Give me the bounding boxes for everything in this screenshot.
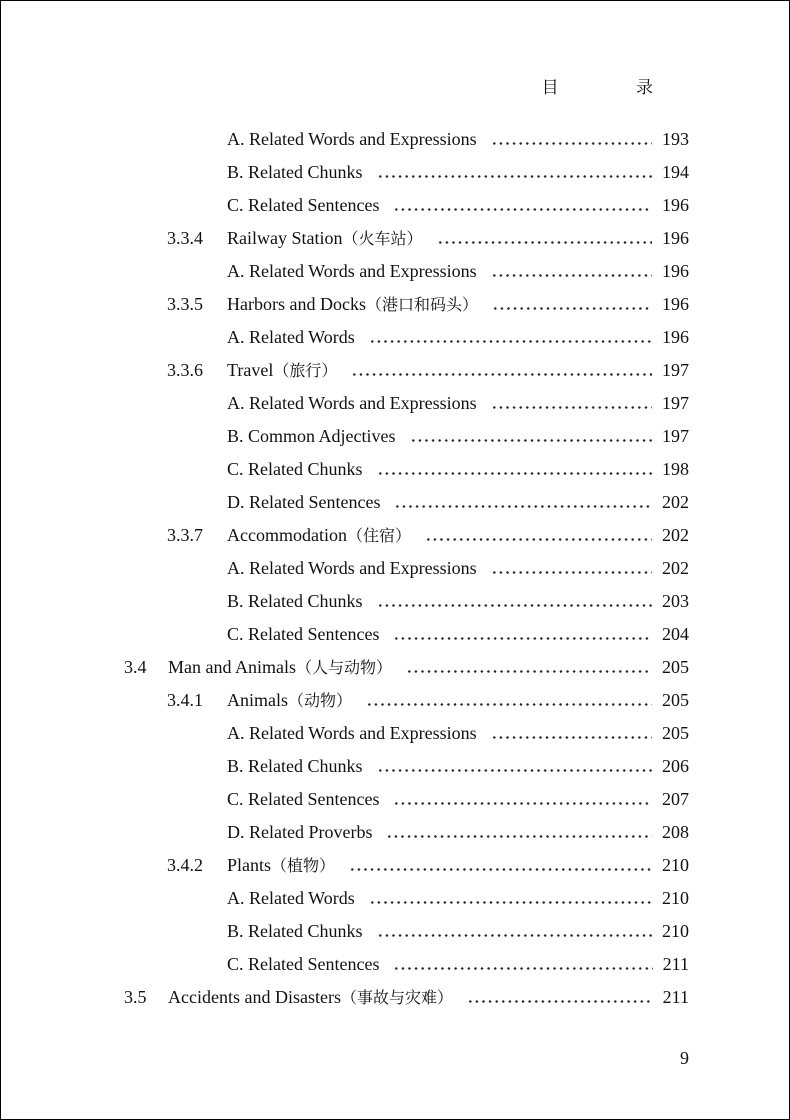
toc-entry-title-en: A. Related Words and Expressions — [227, 393, 477, 413]
toc-entry-title-en: A. Related Words and Expressions — [227, 558, 477, 578]
toc-entry-title — [227, 882, 355, 915]
toc-entry-title-en: B. Related Chunks — [227, 921, 363, 941]
toc-leader-dots — [377, 453, 652, 486]
toc-entry[interactable] — [1, 849, 789, 882]
toc-leader-dots — [394, 486, 652, 519]
toc-entry[interactable] — [1, 486, 789, 519]
toc-entry-title-en: B. Common Adjectives — [227, 426, 396, 446]
toc-entry[interactable] — [1, 354, 789, 387]
toc-leader-dots — [369, 321, 652, 354]
toc-entry[interactable] — [1, 816, 789, 849]
toc-entry-page: 193 — [662, 129, 689, 149]
toc-entry-page: 197 — [662, 426, 689, 446]
toc-entry[interactable] — [1, 420, 789, 453]
toc-leader-dots — [349, 849, 652, 882]
toc-leader-dots — [377, 750, 652, 783]
toc-entry[interactable] — [1, 519, 789, 552]
toc-entry[interactable] — [1, 684, 789, 717]
toc-entry[interactable] — [1, 882, 789, 915]
toc-leader-dots — [377, 585, 652, 618]
toc-leader-dots — [369, 882, 652, 915]
toc-entry-title-en: A. Related Words — [227, 888, 355, 908]
toc-entry-page: 196 — [662, 195, 689, 215]
toc-leader-dots — [491, 552, 652, 585]
toc-entry-title-cn: （旅行） — [273, 361, 338, 380]
toc-leader-dots — [386, 816, 652, 849]
toc-entry-title-cn: （人与动物） — [296, 658, 393, 677]
toc-entry-page: 204 — [662, 624, 689, 644]
toc-leader-dots — [377, 156, 652, 189]
toc-entry-title-en: C. Related Sentences — [227, 954, 380, 974]
toc-entry-title-en: A. Related Words and Expressions — [227, 129, 477, 149]
toc-entry[interactable] — [1, 585, 789, 618]
toc-entry-title-en: A. Related Words and Expressions — [227, 261, 477, 281]
toc-entry-page: 205 — [662, 690, 689, 710]
toc-entry-title — [227, 288, 478, 321]
toc-entry-title — [227, 486, 380, 519]
toc-entry[interactable] — [1, 255, 789, 288]
toc-entry-title-cn: （港口和码头） — [365, 295, 478, 314]
toc-entry-number: 3.3.7 — [167, 525, 203, 545]
toc-entry-page: 205 — [662, 723, 689, 743]
toc-entry-title-en: A. Related Words — [227, 327, 355, 347]
toc-entry-page: 208 — [662, 822, 689, 842]
toc-entry-title-en: C. Related Sentences — [227, 195, 380, 215]
toc-entry-title — [227, 948, 379, 981]
toc-entry-title — [227, 519, 411, 552]
running-header: 目 录 — [541, 78, 689, 98]
toc-entry-title-en: Accommodation — [227, 525, 347, 545]
toc-entry-title — [227, 189, 379, 222]
toc-entry-title — [227, 915, 363, 948]
toc-entry-title-en: C. Related Chunks — [227, 459, 363, 479]
toc-entry[interactable] — [1, 783, 789, 816]
toc-leader-dots — [393, 948, 653, 981]
toc-entry-title — [227, 717, 477, 750]
toc-entry-title — [227, 123, 477, 156]
toc-entry-page: 202 — [662, 558, 689, 578]
toc-entry-title — [227, 354, 337, 387]
toc-entry-page: 211 — [662, 954, 689, 974]
toc-entry[interactable] — [1, 618, 789, 651]
toc-entry-title — [227, 156, 363, 189]
toc-entry-title-en: Travel — [227, 360, 274, 380]
toc-entry-number: 3.4.2 — [167, 855, 203, 875]
toc-entry[interactable] — [1, 750, 789, 783]
toc-entry-number: 3.3.6 — [167, 360, 203, 380]
toc-entry-title — [227, 222, 423, 255]
toc-leader-dots — [406, 651, 652, 684]
toc-entry-title-en: D. Related Proverbs — [227, 822, 373, 842]
toc-entry-page: 207 — [662, 789, 689, 809]
toc-entry-title — [227, 816, 372, 849]
toc-entry[interactable] — [1, 387, 789, 420]
toc-leader-dots — [393, 189, 652, 222]
toc-entry-number: 3.4 — [124, 657, 147, 677]
toc-leader-dots — [425, 519, 652, 552]
toc-entry-page: 197 — [662, 393, 689, 413]
toc-entry-title — [227, 750, 363, 783]
toc-entry-title-en: Animals — [227, 690, 288, 710]
toc-entry-title — [227, 849, 335, 882]
toc-entry-title — [227, 783, 379, 816]
toc-entry-title-en: B. Related Chunks — [227, 162, 363, 182]
toc-leader-dots — [393, 618, 652, 651]
toc-leader-dots — [491, 255, 652, 288]
toc-entry-page: 210 — [662, 921, 689, 941]
toc-leader-dots — [410, 420, 652, 453]
toc-entry[interactable] — [1, 981, 789, 1014]
toc-entry-title-en: Railway Station — [227, 228, 343, 248]
toc-entry-page: 202 — [662, 492, 689, 512]
toc-entry-title-cn: （动物） — [288, 691, 353, 710]
toc-entry-title-en: C. Related Sentences — [227, 624, 380, 644]
toc-entry-page: 202 — [662, 525, 689, 545]
toc-entry-number: 3.5 — [124, 987, 147, 1007]
toc-entry-title-cn: （火车站） — [342, 229, 423, 248]
toc-entry[interactable] — [1, 717, 789, 750]
toc-entry-title-en: Man and Animals — [168, 657, 296, 677]
toc-entry-title-cn: （植物） — [271, 856, 336, 875]
toc-entry-title — [227, 387, 477, 420]
toc-entry-title — [227, 618, 379, 651]
toc-leader-dots — [366, 684, 652, 717]
toc-entry-title-cn: （事故与灾难） — [340, 988, 453, 1007]
toc-entry-page: 211 — [662, 987, 689, 1007]
toc-entry-title-en: D. Related Sentences — [227, 492, 381, 512]
toc-entry[interactable] — [1, 189, 789, 222]
toc-entry[interactable] — [1, 288, 789, 321]
toc-entry-page: 197 — [662, 360, 689, 380]
toc-leader-dots — [491, 717, 652, 750]
toc-entry-title-en: Accidents and Disasters — [168, 987, 341, 1007]
toc-leader-dots — [467, 981, 653, 1014]
toc-entry-number: 3.3.5 — [167, 294, 203, 314]
toc-entry-page: 196 — [662, 228, 689, 248]
toc-entry-title-en: Harbors and Docks — [227, 294, 366, 314]
toc-entry-title-en: B. Related Chunks — [227, 591, 363, 611]
toc-entry-title — [227, 255, 477, 288]
toc-entry-title — [227, 684, 352, 717]
toc-entry-title — [227, 453, 363, 486]
toc-leader-dots — [437, 222, 652, 255]
toc-entry-page: 206 — [662, 756, 689, 776]
toc-entry-page: 194 — [662, 162, 689, 182]
toc-entry-page: 205 — [662, 657, 689, 677]
toc-entry-title — [227, 552, 477, 585]
toc-entry-title — [227, 585, 363, 618]
toc-entry-title-en: B. Related Chunks — [227, 756, 363, 776]
toc-leader-dots — [491, 387, 652, 420]
toc-entry[interactable] — [1, 321, 789, 354]
toc-entry-title-en: C. Related Sentences — [227, 789, 380, 809]
toc-entry-page: 196 — [662, 294, 689, 314]
toc-entry[interactable] — [1, 222, 789, 255]
toc-entry-title — [227, 321, 355, 354]
toc-entry-title-cn: （住宿） — [346, 526, 411, 545]
toc-entry-page: 196 — [662, 261, 689, 281]
toc-entry-title — [168, 651, 392, 684]
toc-entry-page: 210 — [662, 888, 689, 908]
toc-entry[interactable] — [1, 123, 789, 156]
toc-entry-title — [227, 420, 396, 453]
toc-entry[interactable] — [1, 915, 789, 948]
toc-leader-dots — [393, 783, 652, 816]
toc-entry-title-en: Plants — [227, 855, 272, 875]
toc-entry-page: 210 — [662, 855, 689, 875]
toc-entry[interactable] — [1, 651, 789, 684]
toc-entry-page: 198 — [662, 459, 689, 479]
toc-entry-page: 196 — [662, 327, 689, 347]
toc-entry-number: 3.3.4 — [167, 228, 203, 248]
toc-leader-dots — [351, 354, 652, 387]
toc-entry-title-en: A. Related Words and Expressions — [227, 723, 477, 743]
page-number: 9 — [680, 1048, 689, 1068]
toc-entry[interactable] — [1, 552, 789, 585]
toc-entry[interactable] — [1, 453, 789, 486]
toc-entry-title — [168, 981, 453, 1014]
toc-leader-dots — [377, 915, 652, 948]
toc-leader-dots — [491, 123, 652, 156]
toc-entry-number: 3.4.1 — [167, 690, 203, 710]
toc-entry[interactable] — [1, 156, 789, 189]
toc-entry-page: 203 — [662, 591, 689, 611]
toc-entry[interactable] — [1, 948, 789, 981]
toc-leader-dots — [492, 288, 652, 321]
